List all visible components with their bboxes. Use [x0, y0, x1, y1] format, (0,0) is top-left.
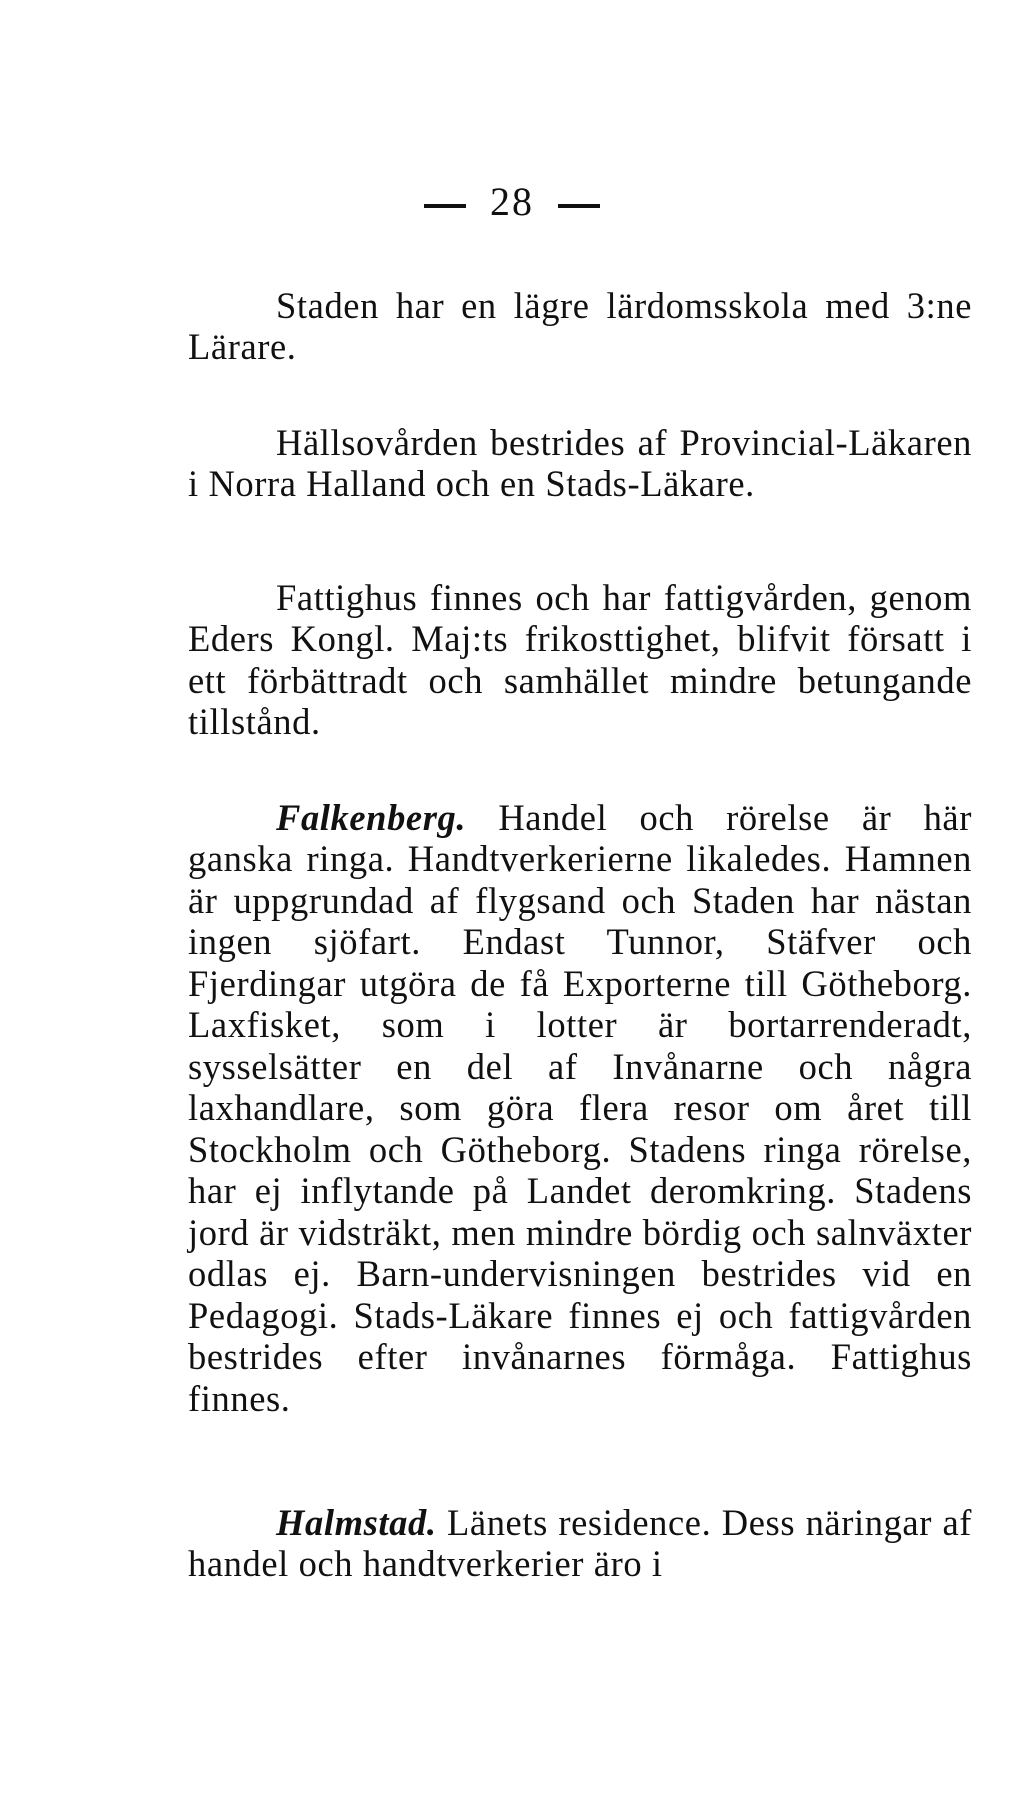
- paragraph-halmstad-text: Länets residence. Dess näringar af handel och handtverkerier äro i: [188, 1501, 972, 1584]
- page-number-left-dash: [424, 204, 466, 208]
- paragraph-poorhouse: [188, 577, 972, 743]
- paragraph-school: [188, 285, 972, 368]
- paragraph-school-text: Staden har en lägre lärdomsskola med 3:ne Lärare.: [188, 284, 972, 367]
- place-name-falkenberg: Falkenberg.: [276, 796, 467, 838]
- paragraph-halmstad: [188, 1502, 972, 1585]
- place-name-halmstad: Halmstad.: [276, 1501, 437, 1543]
- page-number: [0, 178, 1024, 225]
- paragraph-health-care-text: Hällsovården bestrides af Provincial-Läkaren i Norra Halland och en Stads-Läkare.: [188, 421, 972, 504]
- paragraph-falkenberg-text: Handel och rörelse är här ganska ringa. Handtverkerierne likaledes. Hamnen är uppgrundad af flygsand och Staden har nästan ingen sjöfart. Endast Tunnor, Stäfver och Fjerdingar utgöra de få Exporterne till Götheborg. Laxfisket, som i lotter är bortarrenderadt, sysselsätter en del af Invånarne och några laxhandlare, som göra flera resor om året till Stockholm och Götheborg. Stadens ringa rörelse, har ej inflytande på Landet deromkring. Stadens jord är vidsträkt, men mindre bördig och salnväxter odlas ej. Barn-undervisningen bestrides vid en Pedagogi. Stads-Läkare finnes ej och fattigvården bestrides efter invånarnes förmåga. Fattighus finnes.: [188, 796, 972, 1419]
- page-number-value: 28: [490, 179, 534, 224]
- paragraph-falkenberg: [188, 797, 972, 1420]
- page-number-right-dash: [558, 204, 600, 208]
- paragraph-health-care: [188, 422, 972, 505]
- paragraph-poorhouse-text: Fattighus finnes och har fattigvården, genom Eders Kongl. Maj:ts frikosttighet, blifvit försatt i ett förbättradt och samhället mindre betungande tillstånd.: [188, 576, 972, 742]
